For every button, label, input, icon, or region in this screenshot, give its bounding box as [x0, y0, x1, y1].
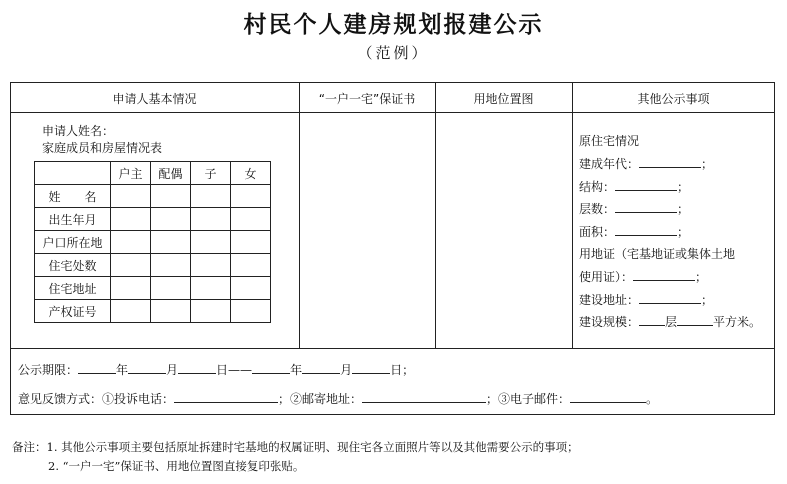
period-label: 公示期限： [18, 363, 79, 377]
table-cell [231, 277, 271, 300]
notes-prefix: 备注： [12, 440, 47, 454]
feedback-label: 意见反馈方式：①投诉电话： [18, 392, 175, 406]
semicolon: ； [701, 157, 714, 171]
table-cell [191, 254, 231, 277]
table-row [35, 208, 271, 231]
year-unit: 年 [290, 363, 303, 377]
table-corner [35, 162, 111, 185]
day-to: 日—— [216, 363, 253, 377]
build-scale-line [579, 313, 761, 330]
table-cell [151, 185, 191, 208]
table-cell [111, 300, 151, 323]
table-cell [151, 231, 191, 254]
table-cell [151, 254, 191, 277]
built-year-label: 建成年代： [579, 157, 640, 171]
year-unit: 年 [116, 363, 129, 377]
table-cell [191, 300, 231, 323]
col-divider-3 [572, 82, 573, 348]
table-cell [111, 231, 151, 254]
col-divider-2 [435, 82, 436, 348]
column-header: 户主 [111, 162, 151, 185]
row-label: 姓 名 [35, 185, 111, 208]
page-subtitle: （范例） [357, 44, 430, 62]
layer-unit: 层 [665, 315, 678, 329]
build-address-blank [639, 291, 701, 304]
note-item-1: 1. 其他公示事项主要包括原址拆建时宅基地的权属证明、现住宅各立面照片等以及其他需要公示的事项； [46, 440, 579, 454]
row-label: 出生年月 [35, 208, 111, 231]
month-unit: 月 [166, 363, 179, 377]
sqm-unit: 平方米。 [713, 315, 762, 329]
row-label: 住宅地址 [35, 277, 111, 300]
table-cell [151, 300, 191, 323]
table-cell [111, 208, 151, 231]
row-label: 产权证号 [35, 300, 111, 323]
feedback-line [18, 390, 658, 407]
header-divider [10, 112, 775, 113]
end-mark: 。 [646, 392, 659, 406]
row-label: 户口所在地 [35, 231, 111, 254]
table-cell [111, 185, 151, 208]
applicant-name-label: 申请人姓名： [42, 124, 115, 138]
land-cert-line-1: 用地证（宅基地证或集体土地 [579, 247, 736, 261]
sqm-blank [677, 313, 713, 326]
month-unit: 月 [340, 363, 353, 377]
publicity-period-line [18, 361, 414, 378]
start-day-blank [178, 361, 216, 374]
mail-blank [362, 390, 486, 403]
table-row [35, 300, 271, 323]
structure-label: 结构： [579, 180, 616, 194]
table-row [35, 231, 271, 254]
header-certificate: “一户一宅”保证书 [318, 92, 416, 106]
body-divider [10, 348, 775, 349]
semicolon: ； [677, 180, 690, 194]
note-line-1 [12, 439, 579, 455]
end-month-blank [302, 361, 340, 374]
semicolon: ； [695, 270, 708, 284]
floors-line [579, 200, 689, 217]
header-applicant: 申请人基本情况 [112, 92, 197, 106]
table-cell [191, 231, 231, 254]
table-cell [231, 185, 271, 208]
table-cell [191, 277, 231, 300]
end-year-blank [252, 361, 290, 374]
semicolon: ； [701, 293, 714, 307]
email-label: ；③电子邮件： [486, 392, 571, 406]
layer-blank [639, 313, 665, 326]
floors-blank [615, 200, 677, 213]
table-cell [191, 208, 231, 231]
table-cell [231, 231, 271, 254]
build-address-label: 建设地址： [579, 293, 640, 307]
table-cell [231, 300, 271, 323]
col-divider-1 [299, 82, 300, 348]
semicolon: ； [677, 202, 690, 216]
email-blank [570, 390, 646, 403]
table-cell [151, 277, 191, 300]
land-cert-line-2 [579, 268, 707, 285]
table-cell [231, 208, 271, 231]
build-scale-label: 建设规模： [579, 315, 640, 329]
floors-label: 层数： [579, 202, 616, 216]
semicolon: ； [677, 225, 690, 239]
note-item-2: 2. “一户一宅”保证书、用地位置图直接复印张贴。 [48, 459, 305, 473]
header-location-map: 用地位置图 [473, 92, 534, 106]
table-cell [111, 277, 151, 300]
table-cell [111, 254, 151, 277]
structure-blank [615, 178, 677, 191]
family-table-title: 家庭成员和房屋情况表 [42, 141, 163, 155]
column-header: 子 [191, 162, 231, 185]
table-cell [191, 185, 231, 208]
table-cell [231, 254, 271, 277]
family-table [34, 161, 271, 323]
area-blank [615, 223, 677, 236]
header-other-items: 其他公示事项 [637, 92, 710, 106]
land-cert-label: 使用证）： [579, 270, 634, 284]
table-header-row [35, 162, 271, 185]
area-label: 面积： [579, 225, 616, 239]
row-label: 住宅处数 [35, 254, 111, 277]
page-title: 村民个人建房规划报建公示 [243, 11, 544, 38]
phone-blank [174, 390, 278, 403]
start-month-blank [128, 361, 166, 374]
table-row [35, 254, 271, 277]
structure-line [579, 178, 689, 195]
area-line [579, 223, 689, 240]
land-cert-blank [633, 268, 695, 281]
start-year-blank [78, 361, 116, 374]
column-header: 配偶 [151, 162, 191, 185]
column-header: 女 [231, 162, 271, 185]
table-row [35, 277, 271, 300]
table-row [35, 185, 271, 208]
mail-label: ；②邮寄地址： [278, 392, 363, 406]
build-address-line [579, 291, 713, 308]
built-year-line [579, 155, 713, 172]
original-house-heading: 原住宅情况 [579, 134, 640, 148]
day-end: 日； [390, 363, 415, 377]
table-cell [151, 208, 191, 231]
built-year-blank [639, 155, 701, 168]
end-day-blank [352, 361, 390, 374]
